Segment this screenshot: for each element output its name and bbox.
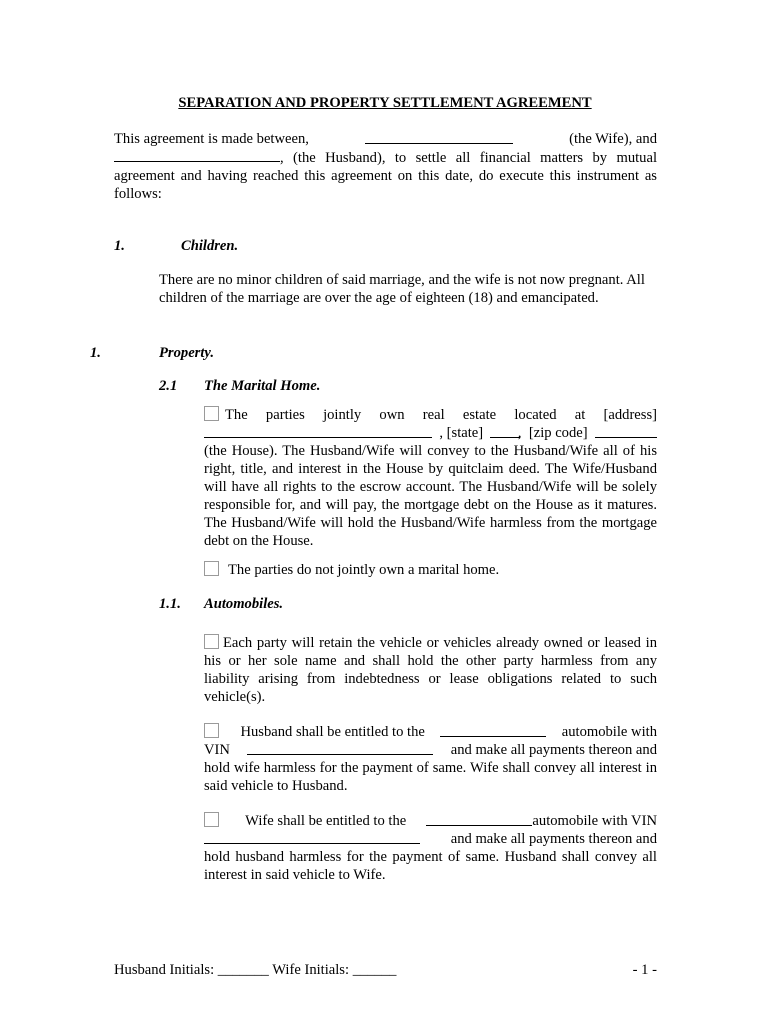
husband-vin-label: VIN — [204, 742, 230, 758]
intro-text-1: This agreement is made between, — [114, 131, 309, 147]
marital-home-option-1 — [204, 406, 657, 550]
section-2-heading: Property. — [159, 345, 214, 361]
husband-vin-blank[interactable] — [247, 741, 433, 755]
auto-option-2-line-1 — [204, 723, 657, 741]
checkbox-retain-vehicles[interactable] — [204, 634, 219, 649]
subsection-1-1-number: 1.1. — [159, 596, 181, 612]
subsection-1-1-heading: Automobiles. — [204, 596, 284, 612]
joint-own-text: The parties jointly own real estate located at [address] — [225, 407, 657, 423]
subsection-2-1-heading: The Marital Home. — [204, 378, 321, 394]
marital-home-line-1 — [204, 406, 657, 424]
document-title: SEPARATION AND PROPERTY SETTLEMENT AGREEMENT — [178, 95, 592, 111]
footer-initials: Husband Initials: _______ Wife Initials: ______ — [114, 962, 397, 978]
wife-name-blank[interactable] — [365, 130, 513, 144]
marital-home-option-2 — [204, 561, 499, 579]
intro-paragraph — [114, 148, 657, 203]
auto-option-2-line-2 — [204, 741, 657, 759]
husband-auto-text-d: hold wife harmless for the payment of same. Wife shall convey all interest in said vehicle to Husband. — [204, 760, 657, 794]
intro-line-1 — [114, 130, 657, 148]
marital-home-body: (the House). The Husband/Wife will convey to the Husband/Wife all of his right, title, and interest in the House by quitclaim deed. The Wife/Husband will have all rights to the escrow account. The Husband/Wife will be solely responsible for, and will pay, the mortgage debt on the House as it matures. The Husband/Wife will hold the Husband/Wife harmless from the mortgage debt on the House. — [204, 443, 657, 549]
state-blank[interactable] — [490, 424, 520, 438]
section-2-number: 1. — [90, 345, 101, 361]
intro-text-3: , (the Husband), to settle all financial matters by mutual agreement and having reached this agreement on this date, do execute this instrument as follows: — [114, 150, 657, 202]
state-label: , [state] — [439, 425, 484, 441]
wife-auto-text-b: automobile with VIN — [532, 813, 657, 829]
section-1-heading: Children. — [181, 238, 239, 254]
zip-blank[interactable] — [595, 424, 657, 438]
zip-label: [zip code] — [528, 425, 588, 441]
auto-option-1 — [204, 634, 657, 706]
retain-vehicles-text: Each party will retain the vehicle or vehicles already owned or leased in his or her sole name and shall hold the other party harmless from any liability arising from indebtedness or lease obligations related to such vehicle(s). — [204, 635, 657, 705]
auto-option-3-line-1 — [204, 812, 657, 830]
checkbox-husband-auto[interactable] — [204, 723, 219, 738]
address-blank[interactable] — [204, 424, 432, 438]
husband-name-blank[interactable] — [114, 148, 280, 162]
intro-text-2: (the Wife), and — [569, 131, 657, 147]
section-1-body: There are no minor children of said marriage, and the wife is not now pregnant. All children of the marriage are over the age of eighteen (18) and emancipated. — [159, 272, 645, 306]
husband-auto-blank[interactable] — [440, 723, 546, 737]
section-1-number: 1. — [114, 238, 125, 254]
husband-auto-text-b: automobile with — [561, 724, 657, 740]
wife-vin-blank[interactable] — [204, 830, 420, 844]
subsection-2-1-number: 2.1 — [159, 378, 178, 394]
checkbox-wife-auto[interactable] — [204, 812, 219, 827]
auto-option-2 — [204, 723, 657, 795]
auto-option-3-line-2 — [204, 830, 657, 848]
wife-auto-blank-group — [426, 812, 657, 830]
marital-home-line-2 — [204, 424, 657, 442]
page-number: - 1 - — [632, 962, 657, 978]
checkbox-no-home[interactable] — [204, 561, 219, 576]
wife-auto-text-d: hold husband harmless for the payment of same. Husband shall convey all interest in said vehicle to Wife. — [204, 849, 657, 883]
no-home-text: The parties do not jointly own a marital home. — [228, 562, 500, 578]
auto-option-3 — [204, 812, 657, 884]
husband-auto-text-c: and make all payments thereon and — [450, 742, 657, 758]
wife-auto-text-c: and make all payments thereon and — [450, 831, 657, 847]
husband-auto-text-a: Husband shall be entitled to the — [240, 724, 425, 740]
wife-auto-blank[interactable] — [426, 812, 532, 826]
wife-auto-text-a: Wife shall be entitled to the — [245, 813, 407, 829]
checkbox-joint-own[interactable] — [204, 406, 219, 421]
state-comma: , — [517, 425, 522, 441]
